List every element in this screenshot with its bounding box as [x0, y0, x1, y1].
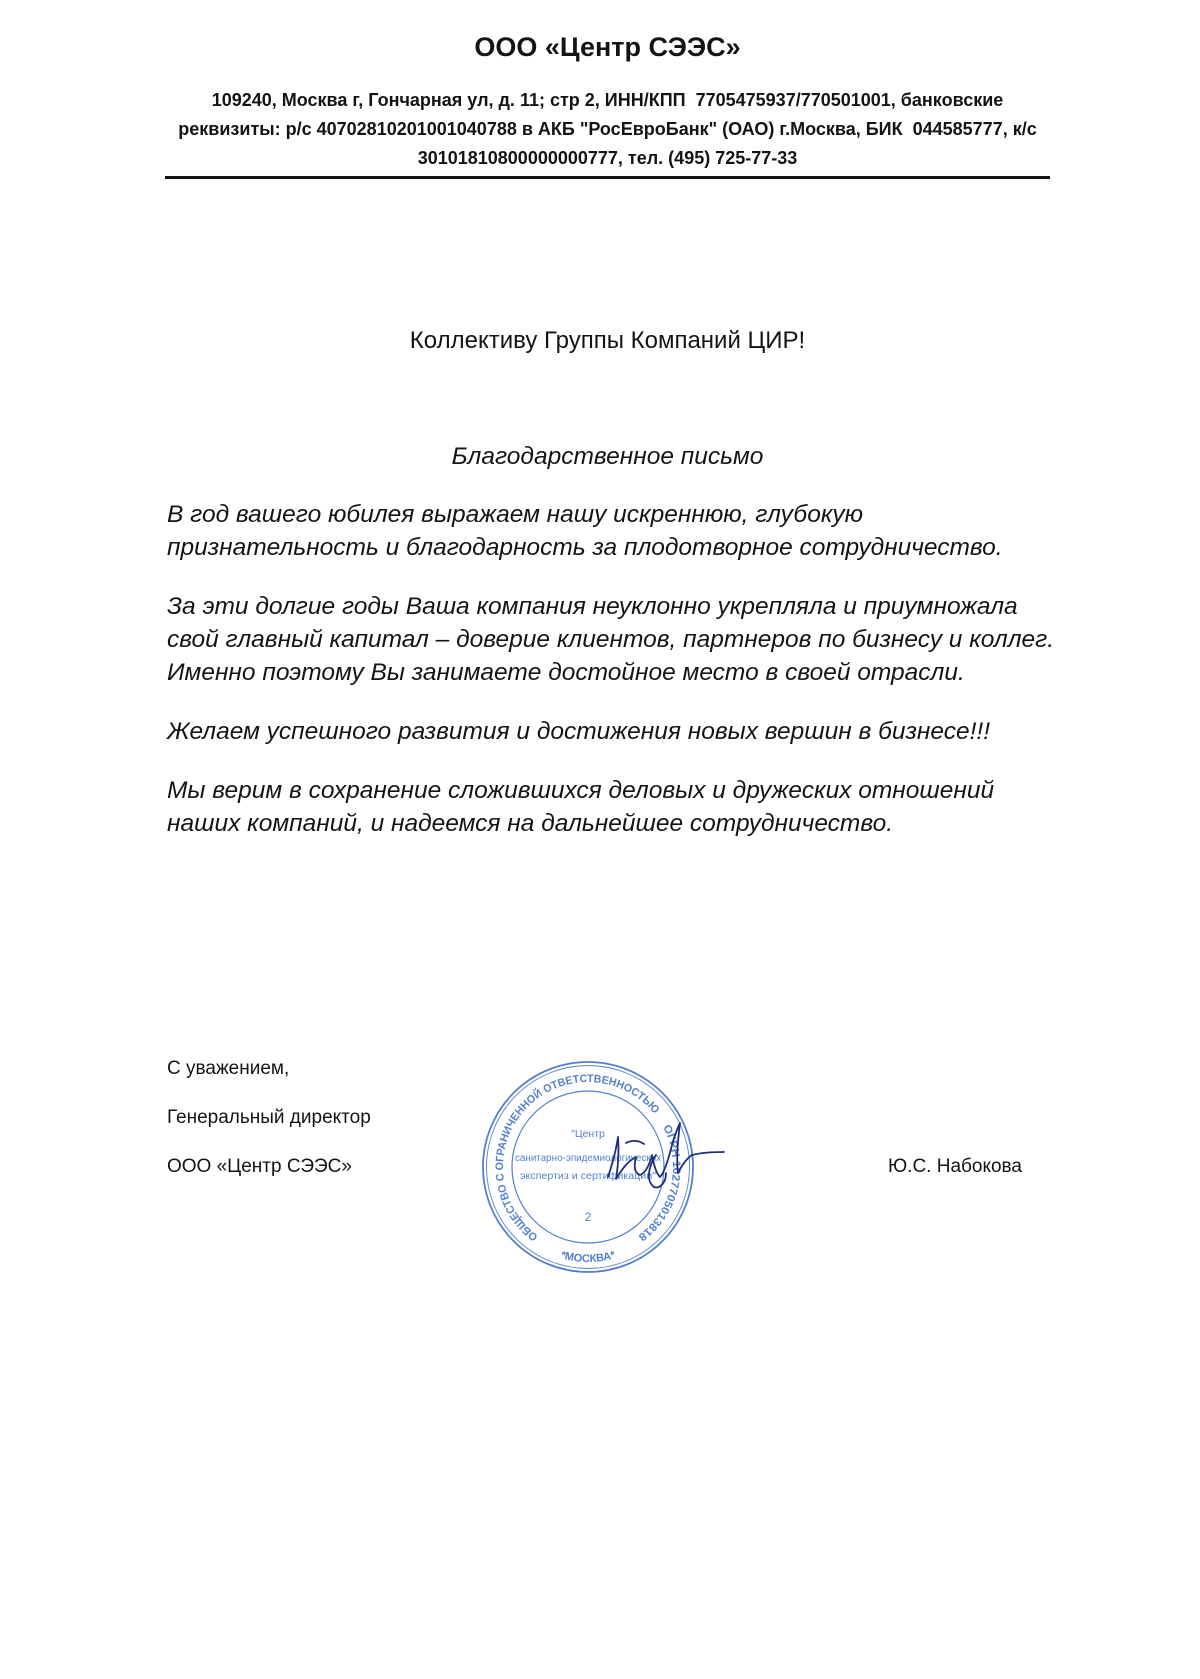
closing-text: С уважением, — [167, 1058, 290, 1079]
paragraph-line: свой главный капитал – доверие клиентов, партнеров по бизнесу и коллег. — [167, 626, 1055, 653]
signature-stroke — [626, 1141, 644, 1144]
company-details — [165, 86, 1050, 173]
signer-name: Ю.С. Набокова — [887, 1156, 1022, 1177]
letterhead-rule — [165, 176, 1050, 179]
company-name: ООО «Центр СЭЭС» — [474, 32, 741, 62]
stamp-ring-text-main: ОБЩЕСТВО С ОГРАНИЧЕННОЙ ОТВЕТСТВЕННОСТЬЮ — [493, 1072, 662, 1244]
paragraph-line: Именно поэтому Вы занимаете достойное место в своей отрасли. — [167, 659, 965, 686]
paragraph — [167, 715, 1067, 748]
stamp-center-line: санитарно-эпидемиологических — [515, 1152, 662, 1164]
paragraph — [167, 774, 1067, 840]
stamp-ring-registration-text: ОГРН 1027705013818 — [636, 1122, 683, 1243]
stamp-ring-city-text: *МОСКВА* — [559, 1249, 617, 1266]
paragraph-line: наших компаний, и надеемся на дальнейшее сотрудничество. — [167, 810, 894, 837]
signer-organization: ООО «Центр СЭЭС» — [167, 1156, 352, 1177]
signer-position: Генеральный директор — [167, 1107, 371, 1128]
company-details-line: 30101810800000000777, тел. (495) 725-77-33 — [417, 148, 798, 168]
stamp-center-line: "Центр — [571, 1128, 605, 1140]
paragraph-line: За эти долгие годы Ваша компания неуклонно укрепляла и приумножала — [167, 593, 1018, 620]
company-details-line: реквизиты: р/с 40702810201001040788 в АКБ "РосЕвроБанк" (ОАО) г.Москва, БИК 044585777, к/с — [178, 119, 1037, 139]
paragraph-line: признательность и благодарность за плодотворное сотрудничество. — [167, 534, 1003, 561]
paragraph — [167, 590, 1067, 689]
signature-stroke — [608, 1123, 724, 1179]
letterhead — [165, 0, 1050, 190]
handwritten-signature — [600, 1115, 730, 1195]
addressee: Коллективу Группы Компаний ЦИР! — [409, 327, 806, 354]
stamp-center-line: экспертиз и сертификации" — [520, 1170, 657, 1182]
paragraph-line: В год вашего юбилея выражаем нашу искреннюю, глубокую — [167, 501, 864, 528]
stamp-center-number: 2 — [584, 1210, 592, 1224]
stamp-ring-city — [559, 1249, 617, 1265]
paragraph-line: Желаем успешного развития и достижения новых вершин в бизнесе!!! — [167, 718, 991, 745]
document-title: Благодарственное письмо — [451, 443, 764, 470]
company-details-line: 109240, Москва г, Гончарная ул, д. 11; стр 2, ИНН/КПП 7705475937/770501001, банковские — [211, 90, 1004, 110]
paragraph — [167, 498, 1067, 564]
paragraph-line: Мы верим в сохранение сложившихся деловых и дружеских отношений — [167, 777, 995, 804]
letter-body — [167, 498, 1067, 866]
signature-block — [167, 1044, 371, 1191]
